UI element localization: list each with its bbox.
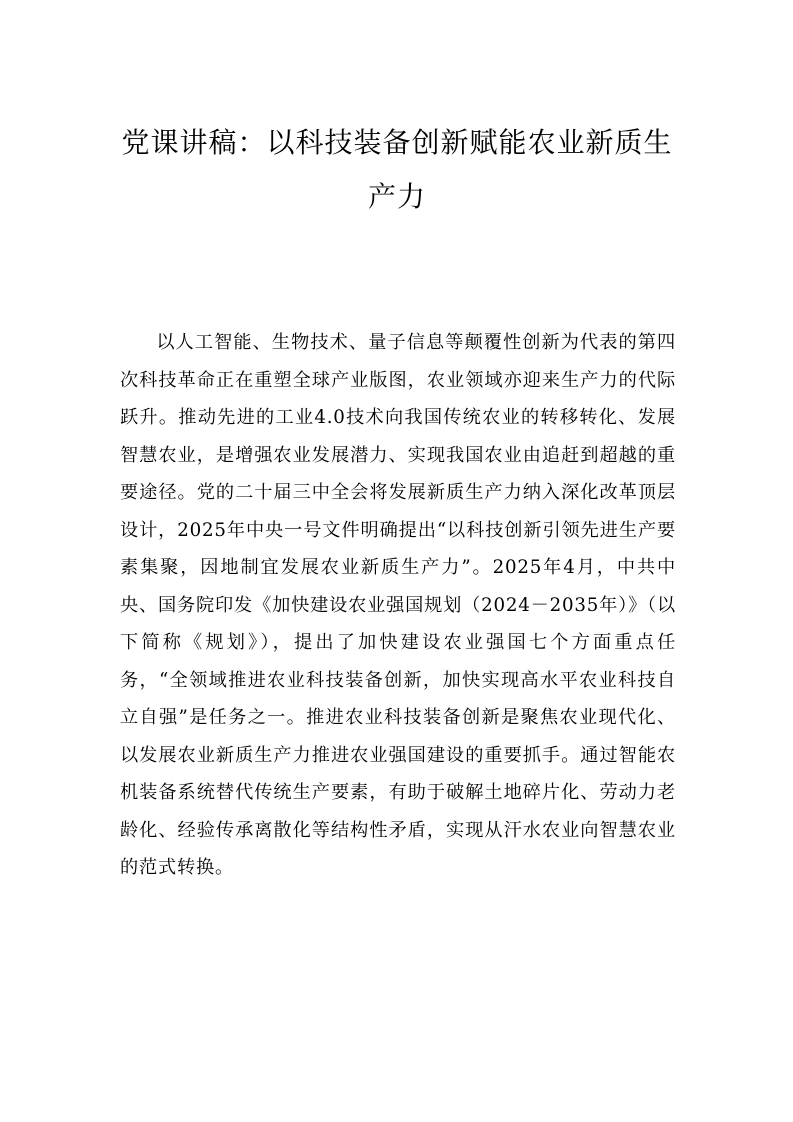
body-paragraph: 以人工智能、生物技术、量子信息等颠覆性创新为代表的第四次科技革命正在重塑全球产业版图，农业领域亦迎来生产力的代际跃升。推动先进的工业4.0技术向我国传统农业的转移转化、发展智慧农业，是增强农业发展潜力、实现我国农业由追赶到超越的重要途径。党的二十届三中全会将发展新质生产力纳入深化改革顶层设计，2025年中央一号文件明确提出“以科技创新引领先进生产要素集聚，因地制宜发展农业新质生产力”。2025年4月，中共中央、国务院印发《加快建设农业强国规划（2024－2035年）》（以下简称《规划》），提出了加快建设农业强国七个方面重点任务，“全领域推进农业科技装备创新，加快实现高水平农业科技自立自强”是任务之一。推进农业科技装备创新是聚焦农业现代化、以发展农业新质生产力推进农业强国建设的重要抓手。通过智能农机装备系统替代传统生产要素，有助于破解土地碎片化、劳动力老龄化、经验传承离散化等结构性矛盾，实现从汗水农业向智慧农业的范式转换。 <box>120 332 676 878</box>
document-title <box>112 116 682 224</box>
title-line-2: 产力 <box>367 180 426 213</box>
title-line-1: 党课讲稿：以科技装备创新赋能农业新质生 <box>121 126 673 159</box>
